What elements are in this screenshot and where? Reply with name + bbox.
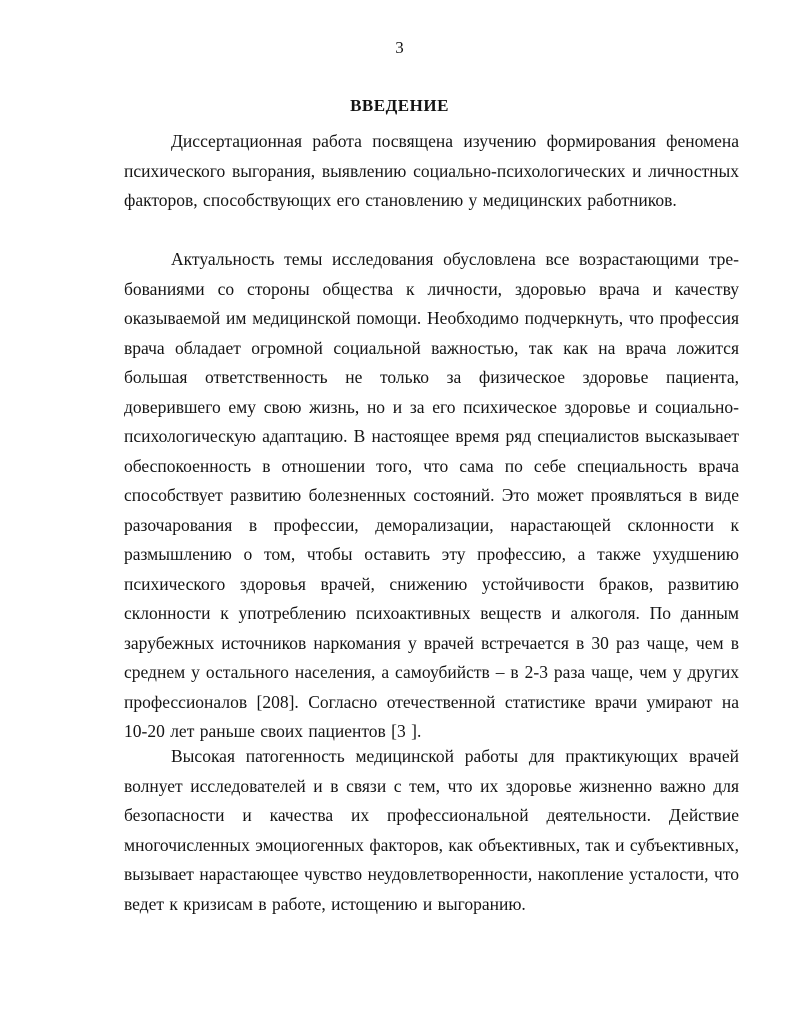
section-heading: ВВЕДЕНИЕ bbox=[350, 96, 449, 115]
paragraph-1: Диссертационная работа посвящена изучению формирования феномена психического выгорания, выявлению социально-психологических и личностных факторов, способствующих его становлению у медицинских работников. bbox=[124, 131, 739, 210]
paragraph-2: Актуальность темы исследования обусловлена все возрастающими требованиями со стороны общества к личности, здоровью врача и качеству оказываемой им медицинской помощи. Необходимо подчеркнуть, что профессия врача обладает огромной социальной важностью, так как на врача ложится большая ответственность не только за физическое здоровье пациента, доверившего ему свою жизнь, но и за его психическое здоровье и социальнопсихологическую адаптацию. В настоящее время ряд специалистов высказывает обеспокоенность в отношении того, что сама по себе специальность врача способствует развитию болезненных состояний. Это может проявляться в виде разочарования в профессии, деморализации, нарастающей склонности к размышлению о том, чтобы оставить эту профессию, а также ухудшению психического здоровья врачей, снижению устойчивости браков, развитию склонности к употреблению психоактивных веществ и алкоголя. По данным зарубежных источников наркомания у врачей встречается в 30 раз чаще, чем в среднем у остального населения, а самоубийств – в 2-3 раза чаще, чем у других профессионалов [208]. Согласно отечественной статистике врачи умирают на 10-20 лет раньше своих пациентов [3 ]. bbox=[124, 249, 739, 741]
paragraph-3: Высокая патогенность медицинской работы для практикующих врачей волнует исследователей и в связи с тем, что их здоровье жизненно важно для безопасности и качества их профессиональной деятельности. Действие многочисленных эмоциогенных факторов, как объективных, так и субъективных, вызывает нарастающее чувство неудовлетворенности, накопление усталости, что ведет к кризисам в работе, истощению и выгоранию. bbox=[124, 746, 739, 914]
page-number: 3 bbox=[395, 38, 404, 57]
